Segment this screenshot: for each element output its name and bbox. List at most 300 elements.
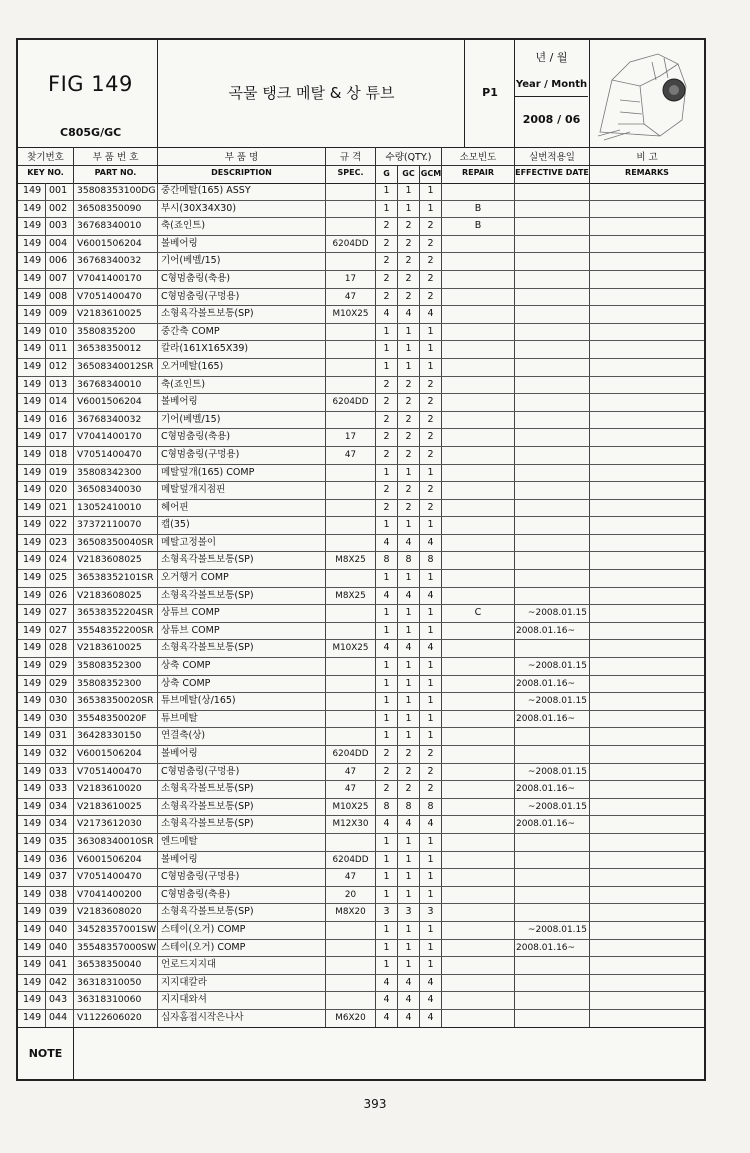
cell-qty-gc: 4 (398, 975, 420, 992)
cell-spec: 47 (326, 447, 376, 464)
table-row (18, 816, 704, 834)
page-number: 393 (363, 1097, 387, 1111)
cell-qty-gc: 1 (398, 834, 420, 851)
cell-effective-date (515, 271, 590, 288)
table-row (18, 412, 704, 430)
cell-effective-date (515, 306, 590, 323)
cell-spec (326, 341, 376, 358)
col-part-no-ko: 부 품 번 호 (92, 152, 139, 163)
cell-effective-date (515, 570, 590, 587)
cell-qty-gc: 8 (398, 552, 420, 569)
page-code: P1 (482, 86, 498, 99)
cell-repair-code (442, 535, 515, 552)
cell-description: 지지대와셔 (158, 992, 326, 1009)
cell-qty-gcm: 4 (420, 535, 442, 552)
col-remarks (590, 147, 704, 183)
cell-remarks (590, 236, 704, 253)
cell-qty-gc: 1 (398, 676, 420, 693)
cell-spec: 17 (326, 429, 376, 446)
cell-qty-gcm: 1 (420, 324, 442, 341)
cell-spec (326, 711, 376, 728)
cell-qty-g: 1 (376, 676, 398, 693)
cell-key-no-group: 149 (18, 676, 46, 693)
cell-qty-g: 1 (376, 887, 398, 904)
cell-key-no-group: 149 (18, 482, 46, 499)
cell-key-no-group: 149 (18, 1010, 46, 1027)
table-row (18, 728, 704, 746)
table-row (18, 887, 704, 905)
cell-repair-code (442, 341, 515, 358)
cell-qty-gc: 1 (398, 887, 420, 904)
table-row (18, 605, 704, 623)
cell-part-no: 37372110070 (74, 517, 158, 534)
cell-qty-gcm: 1 (420, 605, 442, 622)
cell-effective-date (515, 852, 590, 869)
cell-spec (326, 957, 376, 974)
col-divider (74, 165, 157, 166)
cell-key-no-group: 149 (18, 253, 46, 270)
cell-qty-g: 1 (376, 957, 398, 974)
cell-key-no-group: 149 (18, 746, 46, 763)
cell-description: 상축 COMP (158, 676, 326, 693)
cell-spec (326, 975, 376, 992)
cell-qty-gc: 2 (398, 412, 420, 429)
cell-spec (326, 377, 376, 394)
cell-description: 메탈고정볼이 (158, 535, 326, 552)
cell-description: C형멈춤링(구멍용) (158, 869, 326, 886)
cell-key-no-group: 149 (18, 394, 46, 411)
cell-remarks (590, 676, 704, 693)
year-month-label-en: Year / Month (515, 79, 588, 90)
cell-effective-date (515, 992, 590, 1009)
cell-remarks (590, 711, 704, 728)
year-month-cell (515, 40, 590, 147)
cell-qty-gcm: 2 (420, 764, 442, 781)
cell-key-no-group: 149 (18, 904, 46, 921)
cell-qty-g: 8 (376, 552, 398, 569)
cell-effective-date (515, 289, 590, 306)
cell-remarks (590, 922, 704, 939)
cell-repair-code (442, 377, 515, 394)
cell-effective-date (515, 377, 590, 394)
cell-key-no-item: 044 (46, 1010, 74, 1027)
cell-qty-gc: 2 (398, 218, 420, 235)
cell-qty-gcm: 2 (420, 236, 442, 253)
cell-key-no-item: 029 (46, 676, 74, 693)
table-row (18, 535, 704, 553)
cell-part-no: 36318310060 (74, 992, 158, 1009)
cell-key-no-group: 149 (18, 887, 46, 904)
cell-part-no: V7041400200 (74, 887, 158, 904)
cell-key-no-group: 149 (18, 940, 46, 957)
table-row (18, 447, 704, 465)
cell-remarks (590, 852, 704, 869)
cell-qty-gcm: 1 (420, 834, 442, 851)
table-row (18, 711, 704, 729)
cell-part-no: V6001506204 (74, 394, 158, 411)
cell-qty-g: 1 (376, 728, 398, 745)
cell-effective-date (515, 447, 590, 464)
cell-effective-date: ~2008.01.15 (515, 605, 590, 622)
cell-part-no: V2183608020 (74, 904, 158, 921)
cell-qty-gcm: 1 (420, 940, 442, 957)
cell-spec (326, 658, 376, 675)
cell-qty-gc: 2 (398, 236, 420, 253)
col-key-no-en: KEY NO. (27, 168, 64, 177)
cell-key-no-group: 149 (18, 517, 46, 534)
cell-effective-date (515, 465, 590, 482)
cell-remarks (590, 482, 704, 499)
cell-spec (326, 412, 376, 429)
cell-qty-gcm: 2 (420, 412, 442, 429)
cell-effective-date (515, 975, 590, 992)
cell-qty-g: 1 (376, 852, 398, 869)
cell-effective-date (515, 253, 590, 270)
table-row (18, 588, 704, 606)
cell-description: 튜브메탈(상/165) (158, 693, 326, 710)
table-row (18, 764, 704, 782)
cell-qty-gcm: 1 (420, 359, 442, 376)
cell-spec (326, 570, 376, 587)
cell-effective-date (515, 183, 590, 200)
col-repair-ko: 소모빈도 (459, 152, 497, 163)
cell-spec: 47 (326, 869, 376, 886)
fig-cell (18, 40, 158, 147)
cell-key-no-group: 149 (18, 975, 46, 992)
cell-qty-g: 1 (376, 570, 398, 587)
table-row (18, 834, 704, 852)
cell-spec (326, 517, 376, 534)
table-row (18, 517, 704, 535)
cell-qty-g: 2 (376, 253, 398, 270)
cell-qty-gc: 1 (398, 570, 420, 587)
cell-part-no: V2183608025 (74, 588, 158, 605)
cell-qty-gc: 1 (398, 623, 420, 640)
cell-qty-gcm: 1 (420, 341, 442, 358)
cell-repair-code (442, 940, 515, 957)
cell-key-no-item: 028 (46, 640, 74, 657)
cell-key-no-item: 032 (46, 746, 74, 763)
cell-remarks (590, 570, 704, 587)
cell-description: 오거메탈(165) (158, 359, 326, 376)
cell-qty-gc: 1 (398, 922, 420, 939)
cell-repair-code: C (442, 605, 515, 622)
cell-spec: M6X20 (326, 1010, 376, 1027)
cell-key-no-item: 016 (46, 412, 74, 429)
cell-qty-g: 4 (376, 975, 398, 992)
cell-qty-gcm: 1 (420, 676, 442, 693)
cell-part-no: 36768340032 (74, 253, 158, 270)
cell-qty-gcm: 2 (420, 500, 442, 517)
cell-qty-gcm: 4 (420, 306, 442, 323)
table-row (18, 640, 704, 658)
cell-effective-date: 2008.01.16~ (515, 816, 590, 833)
cell-key-no-item: 008 (46, 289, 74, 306)
cell-part-no: V7041400170 (74, 271, 158, 288)
cell-spec: M8X25 (326, 588, 376, 605)
cell-part-no: 35808353100DG (74, 183, 158, 200)
table-row (18, 799, 704, 817)
cell-key-no-group: 149 (18, 764, 46, 781)
table-row (18, 289, 704, 307)
cell-description: 스테이(오거) COMP (158, 922, 326, 939)
cell-key-no-group: 149 (18, 693, 46, 710)
cell-qty-gcm: 1 (420, 869, 442, 886)
cell-qty-g: 2 (376, 764, 398, 781)
cell-part-no: 34528357001SW (74, 922, 158, 939)
table-row (18, 500, 704, 518)
cell-key-no-item: 030 (46, 693, 74, 710)
cell-description: 소형육각볼트보통(SP) (158, 781, 326, 798)
cell-effective-date: ~2008.01.15 (515, 693, 590, 710)
cell-qty-gc: 1 (398, 324, 420, 341)
col-qty-gcm: GCM (420, 169, 442, 178)
col-divider (326, 165, 375, 166)
cell-remarks (590, 359, 704, 376)
cell-qty-gc: 2 (398, 394, 420, 411)
cell-remarks (590, 324, 704, 341)
cell-spec (326, 465, 376, 482)
col-repair-en: REPAIR (461, 168, 495, 177)
cell-qty-g: 4 (376, 816, 398, 833)
col-remarks-en: REMARKS (625, 168, 669, 177)
cell-key-no-item: 021 (46, 500, 74, 517)
cell-remarks (590, 535, 704, 552)
col-description (158, 147, 326, 183)
cell-spec: 20 (326, 887, 376, 904)
cell-qty-g: 1 (376, 183, 398, 200)
cell-part-no: 36538350040 (74, 957, 158, 974)
cell-description: 볼베어링 (158, 236, 326, 253)
cell-qty-g: 4 (376, 588, 398, 605)
cell-effective-date (515, 201, 590, 218)
cell-effective-date: 2008.01.16~ (515, 781, 590, 798)
cell-qty-gc: 1 (398, 359, 420, 376)
table-row (18, 781, 704, 799)
cell-key-no-group: 149 (18, 236, 46, 253)
cell-effective-date (515, 412, 590, 429)
parts-sheet (16, 38, 706, 1081)
cell-repair-code (442, 394, 515, 411)
cell-remarks (590, 605, 704, 622)
cell-spec (326, 535, 376, 552)
cell-part-no: 36308340010SR (74, 834, 158, 851)
cell-part-no: 36508350040SR (74, 535, 158, 552)
cell-key-no-group: 149 (18, 623, 46, 640)
cell-spec: M8X20 (326, 904, 376, 921)
cell-key-no-item: 029 (46, 658, 74, 675)
cell-key-no-item: 033 (46, 781, 74, 798)
cell-repair-code (442, 517, 515, 534)
cell-effective-date: 2008.01.16~ (515, 940, 590, 957)
cell-qty-g: 3 (376, 904, 398, 921)
cell-qty-g: 4 (376, 535, 398, 552)
cell-key-no-item: 019 (46, 465, 74, 482)
cell-key-no-item: 036 (46, 852, 74, 869)
cell-repair-code (442, 852, 515, 869)
cell-remarks (590, 764, 704, 781)
cell-key-no-group: 149 (18, 324, 46, 341)
machine-thumbnail (590, 40, 704, 147)
table-row (18, 236, 704, 254)
cell-spec (326, 728, 376, 745)
cell-part-no: V2183610025 (74, 640, 158, 657)
cell-remarks (590, 992, 704, 1009)
cell-key-no-group: 149 (18, 306, 46, 323)
cell-key-no-item: 007 (46, 271, 74, 288)
cell-description: 칼라(161X165X39) (158, 341, 326, 358)
cell-description: 부시(30X34X30) (158, 201, 326, 218)
cell-repair-code (442, 183, 515, 200)
cell-qty-gcm: 2 (420, 482, 442, 499)
cell-description: 십자홈접시작은나사 (158, 1010, 326, 1027)
cell-key-no-item: 034 (46, 816, 74, 833)
cell-part-no: V7051400470 (74, 289, 158, 306)
cell-key-no-item: 011 (46, 341, 74, 358)
cell-qty-g: 1 (376, 658, 398, 675)
cell-key-no-group: 149 (18, 781, 46, 798)
cell-spec (326, 324, 376, 341)
cell-effective-date (515, 236, 590, 253)
cell-part-no: 36538352204SR (74, 605, 158, 622)
cell-key-no-item: 034 (46, 799, 74, 816)
cell-qty-g: 2 (376, 412, 398, 429)
cell-qty-gcm: 1 (420, 658, 442, 675)
cell-qty-g: 4 (376, 992, 398, 1009)
cell-key-no-group: 149 (18, 412, 46, 429)
table-row (18, 570, 704, 588)
title-cell (158, 40, 465, 147)
cell-qty-g: 2 (376, 429, 398, 446)
col-qty (376, 147, 442, 183)
fig-title: FIG 149 (48, 72, 133, 96)
cell-spec: 47 (326, 289, 376, 306)
cell-part-no: 36768340032 (74, 412, 158, 429)
cell-key-no-item: 024 (46, 552, 74, 569)
cell-key-no-item: 001 (46, 183, 74, 200)
col-description-ko: 부 품 명 (224, 152, 259, 163)
cell-effective-date (515, 341, 590, 358)
cell-part-no: 36508340030 (74, 482, 158, 499)
cell-qty-gc: 4 (398, 588, 420, 605)
cell-spec (326, 218, 376, 235)
cell-part-no: 36538350020SR (74, 693, 158, 710)
cell-qty-gc: 1 (398, 517, 420, 534)
page-code-cell (465, 40, 515, 147)
cell-key-no-item: 009 (46, 306, 74, 323)
cell-qty-gc: 2 (398, 746, 420, 763)
cell-qty-gc: 2 (398, 447, 420, 464)
col-spec-ko: 규 격 (339, 152, 362, 163)
cell-description: 연결축(상) (158, 728, 326, 745)
column-header-row (18, 147, 704, 184)
table-row (18, 324, 704, 342)
col-qty-gc: GC (398, 165, 420, 183)
cell-repair-code (442, 764, 515, 781)
cell-part-no: V7051400470 (74, 447, 158, 464)
cell-effective-date: ~2008.01.15 (515, 922, 590, 939)
cell-description: 소형육각볼트보통(SP) (158, 588, 326, 605)
cell-repair-code (442, 236, 515, 253)
table-row (18, 271, 704, 289)
cell-key-no-item: 035 (46, 834, 74, 851)
cell-part-no: 36318310050 (74, 975, 158, 992)
cell-qty-gc: 4 (398, 535, 420, 552)
col-divider (158, 165, 325, 166)
cell-key-no-item: 038 (46, 887, 74, 904)
cell-qty-g: 4 (376, 306, 398, 323)
cell-remarks (590, 728, 704, 745)
cell-key-no-item: 002 (46, 201, 74, 218)
cell-qty-g: 2 (376, 271, 398, 288)
cell-qty-gc: 1 (398, 658, 420, 675)
cell-remarks (590, 746, 704, 763)
cell-part-no: V2183610025 (74, 799, 158, 816)
table-row (18, 201, 704, 219)
cell-qty-gcm: 2 (420, 429, 442, 446)
cell-qty-g: 2 (376, 447, 398, 464)
cell-description: 소형육각볼트보통(SP) (158, 904, 326, 921)
cell-effective-date (515, 904, 590, 921)
cell-key-no-item: 037 (46, 869, 74, 886)
cell-key-no-group: 149 (18, 289, 46, 306)
cell-part-no: 35808352300 (74, 658, 158, 675)
cell-qty-g: 2 (376, 781, 398, 798)
cell-key-no-group: 149 (18, 799, 46, 816)
cell-key-no-item: 025 (46, 570, 74, 587)
cell-spec: M10X25 (326, 640, 376, 657)
cell-effective-date (515, 746, 590, 763)
cell-part-no: 36508340012SR (74, 359, 158, 376)
cell-qty-gcm: 1 (420, 570, 442, 587)
cell-key-no-group: 149 (18, 359, 46, 376)
cell-part-no: V1122606020 (74, 1010, 158, 1027)
cell-description: 소형육각볼트보통(SP) (158, 799, 326, 816)
cell-description: 캡(35) (158, 517, 326, 534)
cell-qty-g: 8 (376, 799, 398, 816)
cell-key-no-group: 149 (18, 605, 46, 622)
cell-remarks (590, 341, 704, 358)
cell-qty-g: 1 (376, 922, 398, 939)
cell-key-no-item: 042 (46, 975, 74, 992)
cell-qty-gc: 2 (398, 764, 420, 781)
cell-key-no-group: 149 (18, 869, 46, 886)
cell-remarks (590, 253, 704, 270)
table-row (18, 658, 704, 676)
cell-key-no-group: 149 (18, 570, 46, 587)
cell-remarks (590, 394, 704, 411)
cell-remarks (590, 500, 704, 517)
cell-qty-gc: 1 (398, 341, 420, 358)
table-row (18, 394, 704, 412)
cell-spec (326, 201, 376, 218)
cell-qty-g: 2 (376, 218, 398, 235)
cell-repair-code (442, 746, 515, 763)
cell-key-no-item: 003 (46, 218, 74, 235)
cell-part-no: V2183610025 (74, 306, 158, 323)
cell-part-no: V2173612030 (74, 816, 158, 833)
cell-qty-gc: 3 (398, 904, 420, 921)
cell-key-no-item: 026 (46, 588, 74, 605)
col-repair (442, 147, 515, 183)
table-row (18, 482, 704, 500)
cell-description: 메탈덮개지점핀 (158, 482, 326, 499)
cell-qty-gcm: 1 (420, 922, 442, 939)
cell-part-no: 35808352300 (74, 676, 158, 693)
cell-description: 상튜브 COMP (158, 623, 326, 640)
cell-key-no-item: 043 (46, 992, 74, 1009)
cell-repair-code (442, 728, 515, 745)
